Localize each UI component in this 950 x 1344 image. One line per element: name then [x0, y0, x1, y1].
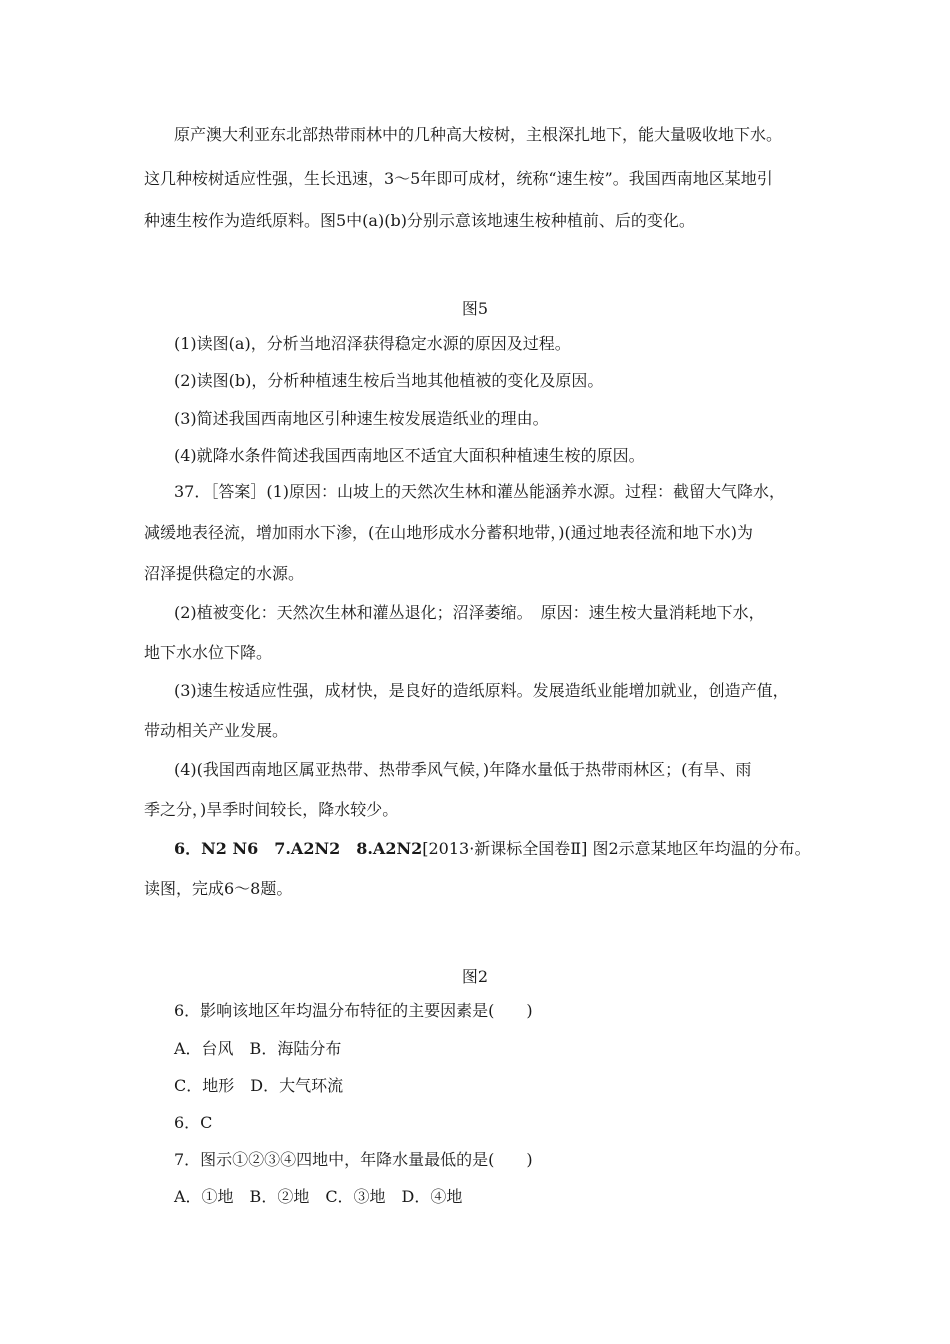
answer-2-line-2: 地下水水位下降。 [144, 643, 273, 662]
section-2-intro-line-1 [174, 838, 811, 860]
figure-2-caption: 图2 [461, 967, 489, 986]
section-2-codes: 6．N2 N6 7.A2N2 8.A2N2 [174, 839, 423, 858]
answer-4-line-2: 季之分，)旱季时间较长，降水较少。 [144, 800, 399, 819]
section-2-source: [2013·新课标全国卷Ⅱ] 图2示意某地区年均温的分布。 [422, 839, 811, 858]
section-2-intro-line-2: 读图，完成6～8题。 [144, 879, 293, 898]
question-6-options-ab: A．台风 B．海陆分布 [174, 1039, 342, 1058]
answer-2-line-1: (2)植被变化：天然次生林和灌丛退化；沼泽萎缩。 原因：速生桉大量消耗地下水， [174, 603, 765, 622]
question-6-answer: 6．C [174, 1113, 213, 1132]
answer-1-line-2: 减缓地表径流，增加雨水下渗，(在山地形成水分蓄积地带，)(通过地表径流和地下水)为 [144, 523, 753, 542]
question-3: (3)简述我国西南地区引种速生桉发展造纸业的理由。 [174, 409, 549, 428]
intro-line-2: 这几种桉树适应性强，生长迅速，3～5年即可成材，统称“速生桉”。我国西南地区某地引 [144, 169, 773, 188]
answer-4-line-1: (4)(我国西南地区属亚热带、热带季风气候，)年降水量低于热带雨林区；(有旱、雨 [174, 760, 752, 779]
intro-line-3: 种速生桉作为造纸原料。图5中(a)(b)分别示意该地速生桉种植前、后的变化。 [144, 211, 695, 230]
question-7-options: A．①地 B．②地 C．③地 D．④地 [174, 1187, 463, 1206]
answer-3-line-2: 带动相关产业发展。 [144, 721, 289, 740]
question-4: (4)就降水条件简述我国西南地区不适宜大面积种植速生桉的原因。 [174, 446, 645, 465]
answer-1-line-3: 沼泽提供稳定的水源。 [144, 564, 305, 583]
question-6-stem: 6．影响该地区年均温分布特征的主要因素是( ) [174, 1001, 533, 1020]
question-6-options-cd: C．地形 D．大气环流 [174, 1076, 344, 1095]
question-7-stem: 7．图示①②③④四地中，年降水量最低的是( ) [174, 1150, 533, 1169]
answer-3-line-1: (3)速生桉适应性强，成材快，是良好的造纸原料。发展造纸业能增加就业，创造产值， [174, 681, 789, 700]
answer-1-line-1: 37．［答案］(1)原因：山坡上的天然次生林和灌丛能涵养水源。过程：截留大气降水， [174, 482, 786, 501]
question-1: (1)读图(a)，分析当地沼泽获得稳定水源的原因及过程。 [174, 334, 571, 353]
figure-5-caption: 图5 [461, 299, 489, 318]
question-2: (2)读图(b)，分析种植速生桉后当地其他植被的变化及原因。 [174, 371, 604, 390]
intro-line-1: 原产澳大利亚东北部热带雨林中的几种高大桉树，主根深扎地下，能大量吸收地下水。 [174, 125, 783, 144]
